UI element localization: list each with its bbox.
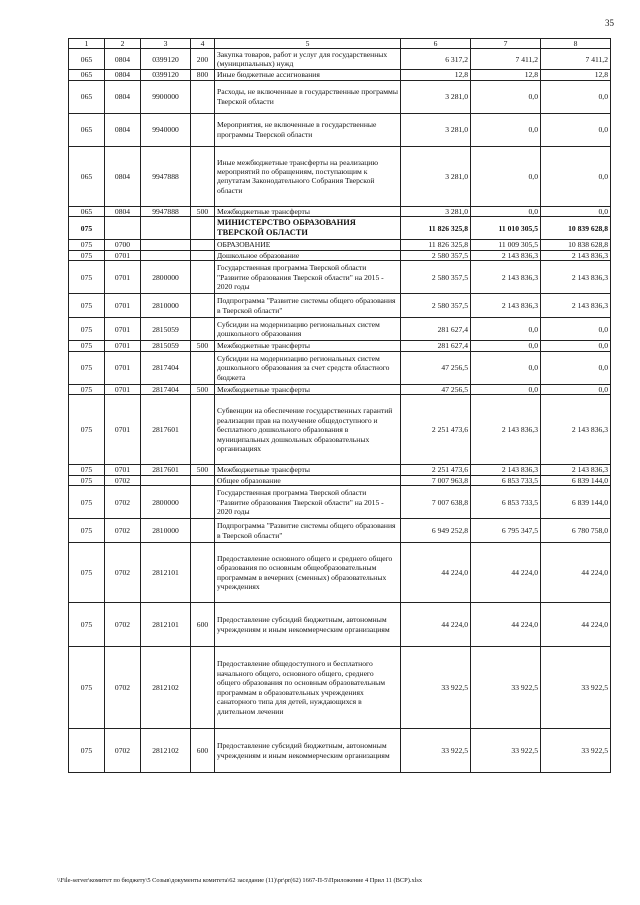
table-row	[69, 543, 611, 603]
amount-cell: 3 281,0	[401, 206, 471, 216]
amount-cell: 0,0	[541, 351, 611, 384]
amount-cell: 0,0	[471, 384, 541, 394]
header-cell: 6	[401, 39, 471, 49]
section-code-cell: 0702	[105, 543, 141, 603]
amount-cell: 11 010 305,5	[471, 217, 541, 240]
description-cell: Межбюджетные трансферты	[215, 206, 401, 216]
expense-type-cell: 600	[191, 603, 215, 647]
amount-cell: 2 143 836,3	[541, 294, 611, 318]
description-cell: Подпрограмма "Развитие системы общего образования в Тверской области"	[215, 519, 401, 543]
amount-cell: 44 224,0	[401, 543, 471, 603]
section-code-cell: 0702	[105, 486, 141, 519]
expense-type-cell	[191, 294, 215, 318]
ved-code-cell: 075	[69, 647, 105, 729]
target-article-cell: 2815059	[141, 318, 191, 341]
amount-cell: 10 838 628,8	[541, 240, 611, 250]
target-article-cell: 9940000	[141, 113, 191, 146]
amount-cell: 6 839 144,0	[541, 486, 611, 519]
amount-cell: 0,0	[541, 113, 611, 146]
target-article-cell: 2810000	[141, 294, 191, 318]
ved-code-cell: 075	[69, 519, 105, 543]
amount-cell: 44 224,0	[541, 603, 611, 647]
section-code-cell: 0804	[105, 146, 141, 206]
table-row	[69, 729, 611, 773]
description-cell: Подпрограмма "Развитие системы общего образования в Тверской области"	[215, 294, 401, 318]
expense-type-cell	[191, 240, 215, 250]
target-article-cell	[141, 217, 191, 240]
table-row	[69, 49, 611, 70]
section-code-cell: 0701	[105, 384, 141, 394]
table-row	[69, 519, 611, 543]
section-code-cell: 0701	[105, 351, 141, 384]
expense-type-cell	[191, 318, 215, 341]
expense-type-cell: 800	[191, 70, 215, 80]
amount-cell: 0,0	[541, 341, 611, 351]
table-row	[69, 341, 611, 351]
expense-type-cell	[191, 250, 215, 260]
amount-cell: 0,0	[541, 206, 611, 216]
description-cell: Межбюджетные трансферты	[215, 384, 401, 394]
expense-type-cell	[191, 395, 215, 465]
amount-cell: 3 281,0	[401, 80, 471, 113]
description-cell: Межбюджетные трансферты	[215, 465, 401, 475]
table-row	[69, 486, 611, 519]
section-code-cell: 0700	[105, 240, 141, 250]
ved-code-cell: 075	[69, 351, 105, 384]
target-article-cell: 2817601	[141, 395, 191, 465]
amount-cell: 2 143 836,3	[541, 395, 611, 465]
expense-type-cell	[191, 217, 215, 240]
expense-type-cell: 500	[191, 384, 215, 394]
target-article-cell: 2812102	[141, 729, 191, 773]
expense-type-cell	[191, 519, 215, 543]
amount-cell: 3 281,0	[401, 113, 471, 146]
ved-code-cell: 065	[69, 49, 105, 70]
amount-cell: 11 009 305,5	[471, 240, 541, 250]
amount-cell: 0,0	[471, 318, 541, 341]
amount-cell: 44 224,0	[471, 543, 541, 603]
amount-cell: 2 143 836,3	[471, 465, 541, 475]
amount-cell: 33 922,5	[401, 647, 471, 729]
section-code-cell: 0702	[105, 603, 141, 647]
ved-code-cell: 065	[69, 113, 105, 146]
expense-type-cell	[191, 146, 215, 206]
amount-cell: 44 224,0	[471, 603, 541, 647]
amount-cell: 7 007 638,8	[401, 486, 471, 519]
target-article-cell: 2812101	[141, 543, 191, 603]
amount-cell: 3 281,0	[401, 146, 471, 206]
amount-cell: 281 627,4	[401, 318, 471, 341]
ved-code-cell: 075	[69, 395, 105, 465]
amount-cell: 6 780 758,0	[541, 519, 611, 543]
file-path-footer: \\File-server\комитет по бюджету\5 Созыв\документы комитета\62 заседание (11)\pr\pr(62) 1667-П-5\Приложение 4 Прил 11 (ВСР).xlsx	[57, 877, 423, 884]
table-header-row	[69, 39, 611, 49]
ved-code-cell: 065	[69, 80, 105, 113]
table-row	[69, 240, 611, 250]
amount-cell: 44 224,0	[541, 543, 611, 603]
ved-code-cell: 075	[69, 217, 105, 240]
description-cell: Иные бюджетные ассигнования	[215, 70, 401, 80]
amount-cell: 10 839 628,8	[541, 217, 611, 240]
amount-cell: 0,0	[541, 318, 611, 341]
amount-cell: 2 580 357,5	[401, 250, 471, 260]
target-article-cell	[141, 250, 191, 260]
amount-cell: 6 853 733,5	[471, 486, 541, 519]
target-article-cell: 0399120	[141, 70, 191, 80]
expense-type-cell	[191, 486, 215, 519]
amount-cell: 12,8	[401, 70, 471, 80]
section-code-cell: 0701	[105, 465, 141, 475]
header-cell: 1	[69, 39, 105, 49]
section-code-cell: 0701	[105, 294, 141, 318]
section-code-cell: 0804	[105, 80, 141, 113]
ved-code-cell: 075	[69, 341, 105, 351]
expense-type-cell: 500	[191, 206, 215, 216]
amount-cell: 2 143 836,3	[471, 395, 541, 465]
description-cell: Государственная программа Тверской области "Развитие образования Тверской области" на 2015 - 2020 годы	[215, 486, 401, 519]
target-article-cell: 2812101	[141, 603, 191, 647]
section-code-cell: 0701	[105, 341, 141, 351]
amount-cell: 6 853 733,5	[471, 475, 541, 485]
table-row	[69, 384, 611, 394]
table-row	[69, 70, 611, 80]
amount-cell: 6 949 252,8	[401, 519, 471, 543]
amount-cell: 33 922,5	[541, 729, 611, 773]
target-article-cell: 9900000	[141, 80, 191, 113]
amount-cell: 2 580 357,5	[401, 261, 471, 294]
amount-cell: 2 143 836,3	[471, 294, 541, 318]
description-cell: Предоставление основного общего и среднего общего образования по основным общеобразовательным программам в вечерних (сменных) образовательных учреждениях	[215, 543, 401, 603]
target-article-cell: 2800000	[141, 486, 191, 519]
ved-code-cell: 065	[69, 70, 105, 80]
ved-code-cell: 075	[69, 486, 105, 519]
target-article-cell	[141, 475, 191, 485]
section-code-cell: 0701	[105, 395, 141, 465]
section-code-cell: 0701	[105, 250, 141, 260]
header-cell: 3	[141, 39, 191, 49]
section-code-cell: 0702	[105, 647, 141, 729]
ved-code-cell: 075	[69, 250, 105, 260]
section-code-cell: 0804	[105, 206, 141, 216]
expense-type-cell	[191, 261, 215, 294]
description-cell: Предоставление субсидий бюджетным, автономным учреждениям и иным некоммерческим организациям	[215, 603, 401, 647]
amount-cell: 0,0	[541, 80, 611, 113]
amount-cell: 33 922,5	[541, 647, 611, 729]
amount-cell: 0,0	[541, 384, 611, 394]
ved-code-cell: 075	[69, 294, 105, 318]
header-cell: 5	[215, 39, 401, 49]
expense-type-cell	[191, 113, 215, 146]
amount-cell: 2 143 836,3	[541, 250, 611, 260]
description-cell: Расходы, не включенные в государственные программы Тверской области	[215, 80, 401, 113]
budget-table	[68, 38, 611, 773]
target-article-cell: 9947888	[141, 146, 191, 206]
section-code-cell	[105, 217, 141, 240]
ved-code-cell: 075	[69, 240, 105, 250]
section-code-cell: 0804	[105, 113, 141, 146]
ved-code-cell: 075	[69, 475, 105, 485]
description-cell: Субсидии на модернизацию региональных систем дошкольного образования за счет средств областного бюджета	[215, 351, 401, 384]
description-cell: Предоставление субсидий бюджетным, автономным учреждениям и иным некоммерческим организациям	[215, 729, 401, 773]
amount-cell: 0,0	[471, 341, 541, 351]
amount-cell: 12,8	[541, 70, 611, 80]
target-article-cell: 2815059	[141, 341, 191, 351]
amount-cell: 0,0	[471, 113, 541, 146]
expense-type-cell	[191, 475, 215, 485]
description-cell: Общее образование	[215, 475, 401, 485]
amount-cell: 7 411,2	[471, 49, 541, 70]
target-article-cell	[141, 240, 191, 250]
target-article-cell: 2817404	[141, 351, 191, 384]
table-body	[69, 49, 611, 773]
target-article-cell: 2817601	[141, 465, 191, 475]
description-cell: Иные межбюджетные трансферты на реализацию мероприятий по обращениям, поступающим к депутатам Законодательного Собрания Тверской области	[215, 146, 401, 206]
header-cell: 7	[471, 39, 541, 49]
table-row	[69, 294, 611, 318]
ved-code-cell: 075	[69, 543, 105, 603]
table-row	[69, 146, 611, 206]
ved-code-cell: 065	[69, 146, 105, 206]
amount-cell: 7 007 963,8	[401, 475, 471, 485]
amount-cell: 0,0	[471, 206, 541, 216]
table-row	[69, 217, 611, 240]
ved-code-cell: 075	[69, 465, 105, 475]
description-cell: Межбюджетные трансферты	[215, 341, 401, 351]
target-article-cell: 2817404	[141, 384, 191, 394]
table-row	[69, 206, 611, 216]
description-cell: ОБРАЗОВАНИЕ	[215, 240, 401, 250]
expense-type-cell: 200	[191, 49, 215, 70]
amount-cell: 44 224,0	[401, 603, 471, 647]
section-code-cell: 0804	[105, 70, 141, 80]
amount-cell: 47 256,5	[401, 384, 471, 394]
description-cell: Государственная программа Тверской области "Развитие образования Тверской области" на 2015 - 2020 годы	[215, 261, 401, 294]
ved-code-cell: 075	[69, 729, 105, 773]
amount-cell: 2 143 836,3	[471, 261, 541, 294]
description-cell: Мероприятия, не включенные в государственные программы Тверской области	[215, 113, 401, 146]
amount-cell: 0,0	[541, 146, 611, 206]
ved-code-cell: 065	[69, 206, 105, 216]
amount-cell: 11 826 325,8	[401, 217, 471, 240]
table-row	[69, 80, 611, 113]
expense-type-cell	[191, 543, 215, 603]
description-cell: Субвенции на обеспечение государственных гарантий реализации прав на получение общедоступного и бесплатного дошкольного образования в муниципальных дошкольных образовательных организациях	[215, 395, 401, 465]
amount-cell: 2 143 836,3	[541, 465, 611, 475]
expense-type-cell	[191, 647, 215, 729]
amount-cell: 0,0	[471, 80, 541, 113]
table-row	[69, 250, 611, 260]
amount-cell: 7 411,2	[541, 49, 611, 70]
ved-code-cell: 075	[69, 384, 105, 394]
expense-type-cell: 600	[191, 729, 215, 773]
page-number: 35	[605, 18, 614, 28]
header-cell: 4	[191, 39, 215, 49]
target-article-cell: 0399120	[141, 49, 191, 70]
table-row	[69, 647, 611, 729]
amount-cell: 2 143 836,3	[471, 250, 541, 260]
amount-cell: 47 256,5	[401, 351, 471, 384]
target-article-cell: 9947888	[141, 206, 191, 216]
table-row	[69, 475, 611, 485]
amount-cell: 33 922,5	[471, 729, 541, 773]
target-article-cell: 2800000	[141, 261, 191, 294]
table-row	[69, 603, 611, 647]
ved-code-cell: 075	[69, 603, 105, 647]
amount-cell: 6 795 347,5	[471, 519, 541, 543]
amount-cell: 2 251 473,6	[401, 465, 471, 475]
header-cell: 8	[541, 39, 611, 49]
section-code-cell: 0702	[105, 729, 141, 773]
amount-cell: 281 627,4	[401, 341, 471, 351]
amount-cell: 6 317,2	[401, 49, 471, 70]
table-row	[69, 351, 611, 384]
section-code-cell: 0701	[105, 318, 141, 341]
amount-cell: 0,0	[471, 146, 541, 206]
description-cell: Закупка товаров, работ и услуг для государственных (муниципальных) нужд	[215, 49, 401, 70]
expense-type-cell: 500	[191, 341, 215, 351]
table-row	[69, 318, 611, 341]
amount-cell: 2 143 836,3	[541, 261, 611, 294]
description-cell: Субсидии на модернизацию региональных систем дошкольного образования	[215, 318, 401, 341]
description-cell: МИНИСТЕРСТВО ОБРАЗОВАНИЯ ТВЕРСКОЙ ОБЛАСТИ	[215, 217, 401, 240]
target-article-cell: 2812102	[141, 647, 191, 729]
table-row	[69, 113, 611, 146]
table-row	[69, 261, 611, 294]
expense-type-cell	[191, 80, 215, 113]
section-code-cell: 0702	[105, 519, 141, 543]
ved-code-cell: 075	[69, 261, 105, 294]
amount-cell: 2 251 473,6	[401, 395, 471, 465]
description-cell: Предоставление общедоступного и бесплатного начального общего, основного общего, среднего общего образования по основным образовательным программам в образовательных учреждениях санаторного типа для детей, нуждающихся в длительном лечении	[215, 647, 401, 729]
section-code-cell: 0701	[105, 261, 141, 294]
description-cell: Дошкольное образование	[215, 250, 401, 260]
table-row	[69, 395, 611, 465]
amount-cell: 11 826 325,8	[401, 240, 471, 250]
amount-cell: 33 922,5	[401, 729, 471, 773]
amount-cell: 12,8	[471, 70, 541, 80]
header-cell: 2	[105, 39, 141, 49]
expense-type-cell: 500	[191, 465, 215, 475]
amount-cell: 0,0	[471, 351, 541, 384]
expense-type-cell	[191, 351, 215, 384]
amount-cell: 2 580 357,5	[401, 294, 471, 318]
section-code-cell: 0804	[105, 49, 141, 70]
target-article-cell: 2810000	[141, 519, 191, 543]
ved-code-cell: 075	[69, 318, 105, 341]
amount-cell: 6 839 144,0	[541, 475, 611, 485]
section-code-cell: 0702	[105, 475, 141, 485]
table-row	[69, 465, 611, 475]
amount-cell: 33 922,5	[471, 647, 541, 729]
